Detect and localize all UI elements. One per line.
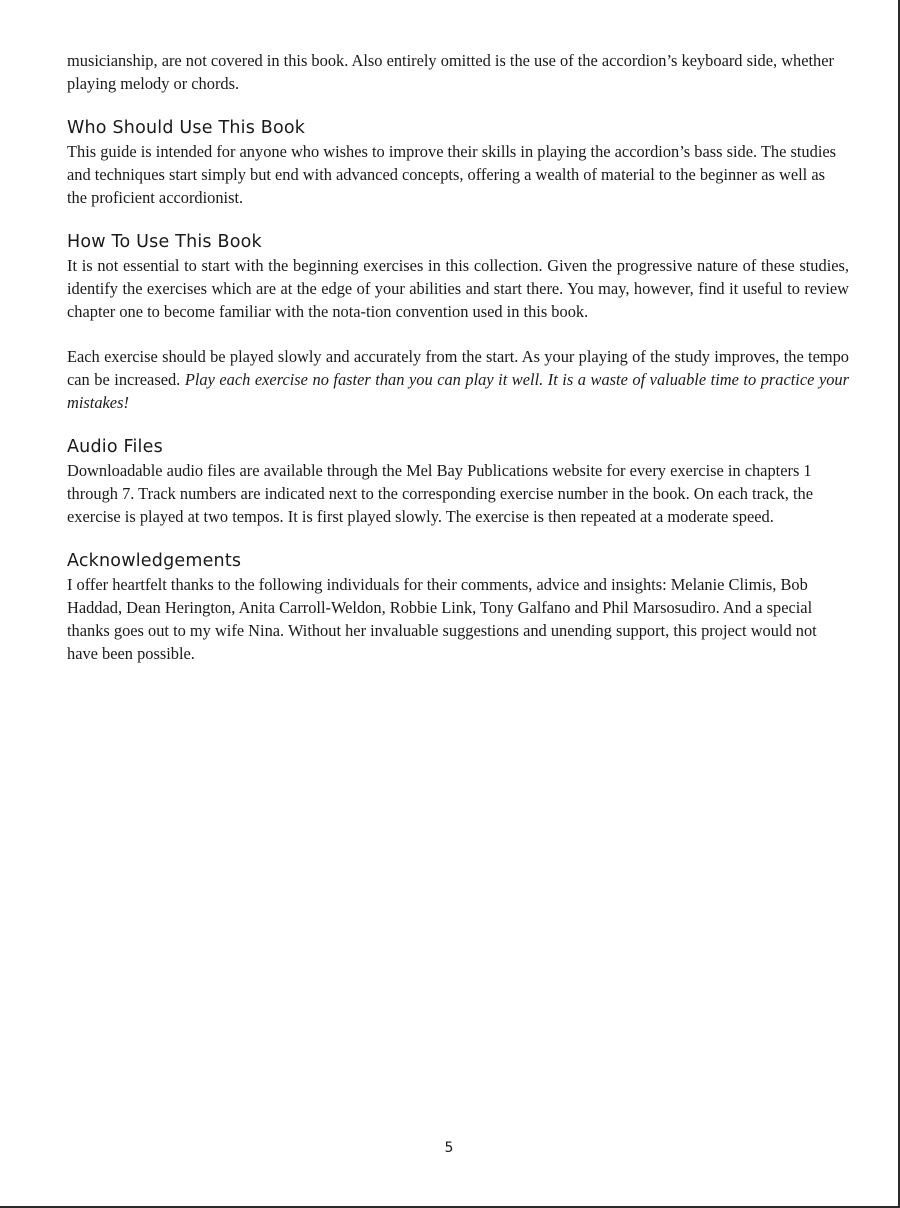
page-content: [67, 49, 849, 665]
heading-who-should-use: Who Should Use This Book: [67, 118, 306, 138]
tempo-paragraph-plain: Each exercise should be played slowly and accurately from the start. As your playing of the study improves, the tempo can be increased.: [67, 347, 849, 389]
heading-how-to-use: How To Use This Book: [67, 232, 262, 252]
how-to-use-paragraph: It is not essential to start with the beginning exercises in this collection. Given the progressive nature of these studies, identify the exercises which are at the edge of your abilities and start there. You may, however, find it useful to review chapter one to become familiar with the nota-tion convention used in this book.: [67, 256, 849, 321]
intro-paragraph: musicianship, are not covered in this book. Also entirely omitted is the use of the accordion’s keyboard side, whether playing melody or chords.: [67, 51, 834, 93]
heading-acknowledgements: Acknowledgements: [67, 551, 242, 571]
page-number: 5: [444, 1140, 454, 1156]
acknowledgements-paragraph: I offer heartfelt thanks to the following individuals for their comments, advice and insights: Melanie Climis, Bob Haddad, Dean Herington, Anita Carroll-Weldon, Robbie Link, Tony Galfano and Phil Marsosudiro. And a special thanks goes out to my wife Nina. Without her invaluable suggestions and unending support, this project would not have been possible.: [67, 575, 817, 663]
heading-audio-files: Audio Files: [67, 437, 163, 457]
tempo-paragraph: [67, 345, 849, 414]
audio-files-paragraph: Downloadable audio files are available through the Mel Bay Publications website for every exercise in chapters 1 through 7. Track numbers are indicated next to the corresponding exercise number in the book. On each track, the exercise is played at two tempos. It is first played slowly. The exercise is then repeated at a moderate speed.: [67, 461, 814, 526]
who-should-use-paragraph: This guide is intended for anyone who wishes to improve their skills in playing the accordion’s bass side. The studies and techniques start simply but end with advanced concepts, offering a wealth of material to the beginner as well as the proficient accordionist.: [67, 142, 837, 207]
tempo-paragraph-italic: Play each exercise no faster than you can play it well. It is a waste of valuable time to practice your mistakes!: [67, 370, 849, 412]
